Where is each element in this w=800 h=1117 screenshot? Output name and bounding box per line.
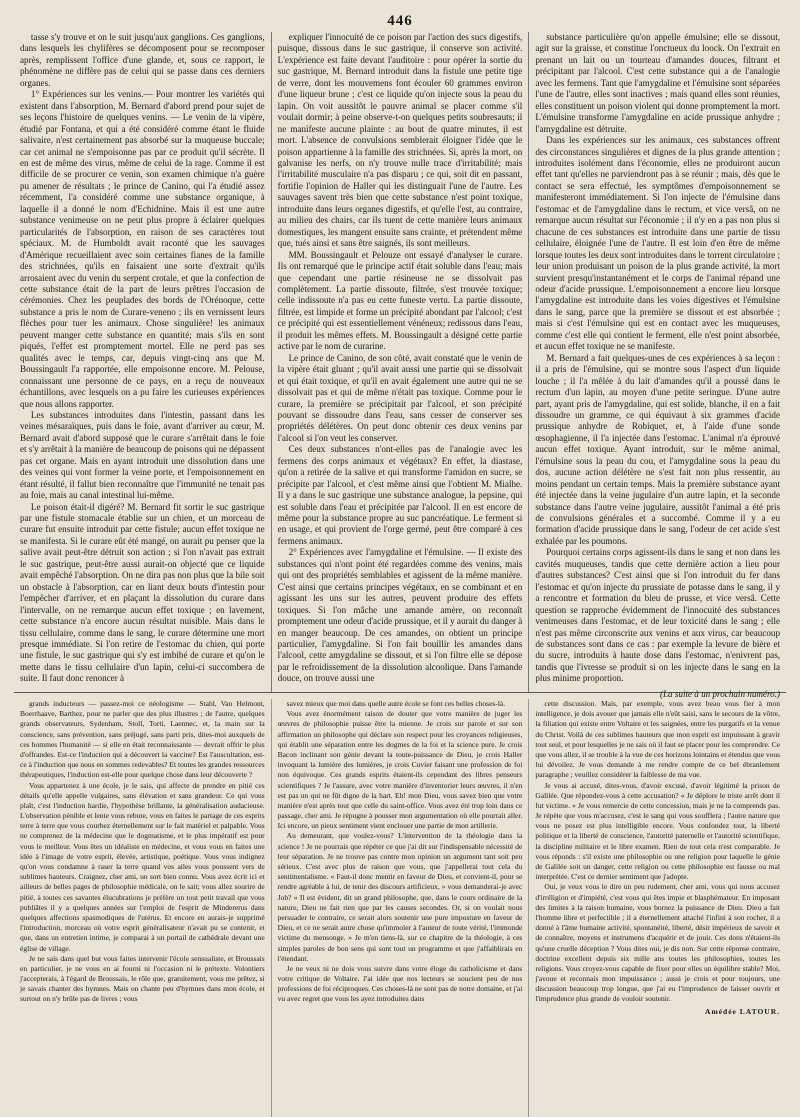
paragraph: Je vous ai accusé, dites-vous, d'avoir excusé, d'avoir légitimé la prison de Galilée. Que répondez-vous à cette accusation? « Je déplore le triste arrêt dont il fut victime. » Je vous remercie de cette concession, mais je ne la comprends pas. Je répète que vous m'accusez, c'est le sang qui vous soufflera ; l'autre nature que vous ne posez est plus intelligible encore. Vous confondez tout, la liberté politique et la liberté de conscience, l'autorité paternelle et l'autorité scientifique, la discipline militaire et le libre examen. Rien de tout cela n'est comparable. Je vous réponds : s'il existe une philosophie ou une religion pour laquelle le génie de Galilée soit un danger, cette religion ou cette philosophie est fausse ou mal interprétée. C'est ce dernier sentiment que j'adopte. bbox=[535, 780, 781, 882]
paragraph: expliquer l'innocuité de ce poison par l'action des sucs digestifs, puisque, dissous dans le suc gastrique, il conserve son activité. L'expérience est faite devant l'auditoire : pour opérer la sortie du suc gastrique, M. Bernard introduit dans la fistule une petite tige de verre, dont les mouvemens font écouler 60 grammes environ d'une liqueur brune ; c'est ce liquide qu'on injecte sous la peau du lapin. On voit aussitôt le pauvre animal se placer comme s'il voulait dormir; à peine observe-t-on quelques petits soubresauts; il ne manifeste aucune plainte : au bout de quatre minutes, il est mort. L'absence de convulsions semblerait éloigner l'idée que le poison appartienne à la famille des strichnées. Si, après la mort, on galvanise les nerfs, on n'y trouve nulle trace d'irritabilité; mais l'irritabilité musculaire n'a pas disparu ; ce qui, soit dit en passant, fortifie l'opinion de Haller qui les distinguait l'une de l'autre. Les sauvages savent très bien que cette substance n'est point toxique, introduite dans leurs organes digestifs, et qu'elle l'est, au contraire, au milieu des chairs, car ils tuent de cette manière leurs animaux domestiques, les mangent ensuite sans crainte, et prétendent même que, tués ainsi et sans être saignés, ils sont meilleurs. bbox=[277, 32, 523, 249]
paragraph: cette discussion. Mais, par exemple, vous avez beau vous fier à mon intelligence, je dois avouer que jamais elle n'eût saisi, sans le secours de la vôtre, la filiation qui existe entre Voltaire et les saignées, entre les purgatifs et la venue du Christ. Voilà de ces sublimes hauteurs que mon esprit est impuissant à gravir tout seul, et pour lesquelles je ne sais où il faut se placer pour les comprendre. Ce que vous allez, il se trouble à la vue de ces horizons lointains et étendus que vous lui dévoilez. Je vous demande à me rendre compte de ce bel ébranlement paragraphe ; veuillez considérer la faiblesse de ma vue. bbox=[535, 699, 781, 780]
paragraph: 1° Expériences sur les venins.— Pour montrer les variétés qui existent dans l'absorption, M. Bernard d'abord prend pour sujet de ses leçons l'histoire de quelques venins. — Le venin de la vipère, étudié par Fontana, et qui a été considéré comme étant le fluide salivaire, n'est certainement pas absorbé sur la muqueuse buccale; car cet animal ne s'empoisonne pas par ce produit qu'il sécrète. Il en est de même des virus, même de celui de la rage. Comme il est difficile de se procurer ce venin, son examen chimique n'a guère pu amener de résultats ; le prince de Canino, qui l'a étudié assez récemment, l'a considéré comme une substance organique, à laquelle il a donné le nom d'Echidnine. Mais il est une autre substance venimeuse on ne peut plus propre à éclairer quelques particularités de l'absorption, en raison de ses caractères tout spéciaux. M. de Humboldt avait raconté que les sauvages d'Amérique recueillaient avec soin certaines fianes de la famille des strichnées, qu'ils en faisaient une sorte d'extrait qu'ils arrosaient avec du venin du serpent crotale, et que la confection de cette substance était de la part de leurs prêtres l'occasion de cérémonies. Chez les peuplades des bords de l'Orénoque, cette substance a pris le nom de Curare-veneno ; ils en vernissent leurs flèches pour tuer les animaux. Chose singulière! les animaux peuvent manger cette substance en quantité; mais s'ils en sont piqués, l'effet est promptement mortel. Elle ne perd pas ses qualités avec le temps, car, depuis vingt-cinq ans que M. Boussingault l'a rapportée, elle empoisonne encore. M. Pelouse, connaissant une personne de ce pays, en a reçu de nouveaux échantillons, avec lesquels on a pu faire les curieuses expériences que nous allons rapporter. bbox=[20, 89, 265, 409]
paragraph: tasse s'y trouve et on le suit jusqu'aux ganglions. Ces ganglions, dans lesquels les chylifères se décomposent pour se recomposer après, remplissent l'office d'une glande, et, sous ce rapport, le phénomène ne diffère pas de celui qui se passe dans ces derniers organes. bbox=[20, 32, 265, 88]
main-column-3 bbox=[528, 32, 786, 699]
paragraph: Le poison était-il digéré? M. Bernard fit sortir le suc gastrique par une fistule stomacale établie sur un chien, et un morceau de curare fut ensuite introduit par cette fistule; aucun effet toxique ne se manifesta. Si le curare eût été mangé, on aurait pu penser que la salive avait peut-être détruit son action ; si l'on n'avait pas extrait le suc gastrique, peut-être aussi aurait-on objecté que ce liquide avait empêché l'absorption. On ne dira pas non plus que la bile soit un obstacle à l'absorption, car en liant deux bouts d'intestin pour l'empêcher d'arriver, et en plaçant la dissolution du curare dans l'intervalle, on ne remarque aucun effet toxique ; en lavement, cette substance n'a encore aucun résultat nuisible. Mais dans le tissu cellulaire, comme dans le sang, le curare détermine une mort presque immédiate. Si l'on retire de l'estomac du chien, qui porte une fistule, le suc gastrique qui s'y est imbibé de curare et qu'on le mette dans le tissu cellulaire d'un lapin, celui-ci succombera de suite. Il faut donc renoncer à bbox=[20, 501, 265, 684]
feuilleton-section bbox=[14, 693, 786, 1117]
main-article bbox=[14, 32, 786, 699]
paragraph: Au demeurant, que voulez-vous? L'intervention de la théologie dans la science ! Je ne pourrais que répéter ce que j'ai dit sur l'indispensable nécessité de leur séparation. Je ne trouve pas contre mon opinion un argument tant soit peu sérieux. C'est avec plus de raison que vous, que j'appellerai tout cela du sentimentalisme. « Faut-il donc mentir en faveur de Dieu, et convient-il, pour se rendre agréable à lui, de tenir des discours artificieux, » vous demanderai-je avec Job? « Il est évident, dit un grand philosophe, que, dans le cours ordinaire de la nature, Dieu ne fait rien que par les causes secondes. Or, si on voulait nous persuader le contraire, ce serait alors soutenir une pure imposture en faveur de Dieu, et ce ne serait autre chose qu'immoler à l'auteur de toute vérité, l'immonde victime du mensonge. » Je m'en tiens-là, sur ce chapitre de la théologie, à ces simples paroles de bon sens qui sont tout un programme et que j'affaiblirais en l'étendant. bbox=[277, 831, 523, 963]
paragraph: Je ne sais dans quel but vous faites intervenir l'école sensualiste, et Broussais en particulier, je ne vous en ai fourni ni l'occasion ni le prétexte. Volontiers j'accepterais, à l'égard de Broussais, le rôle que, gratuitement, vous me prêtez, si je savais chanter des hymnes. Mais on chante peu d'hymnes dans mon école, et surtout on n'y brûle pas de livres ; vous bbox=[20, 953, 265, 1004]
paragraph: Je ne veux ni ne dois vous suivre dans votre éloge du catholicisme et dans votre critique de Voltaire. J'ai idée que nos lecteurs se soucient peu de nos professions de foi réciproques. Ces choses-là ne sont pas de notre domaine, et j'ai vu avec regret que vous les ayez introduites dans bbox=[277, 963, 523, 1004]
main-column-2 bbox=[271, 32, 529, 692]
paragraph: Dans les expériences sur les animaux, ces substances offrent des circonstances singulières et dignes de la plus grande attention ; introduites isolément dans l'économie, elles ne produiront aucun effet tant qu'elles ne parviendront pas à se réunir ; mais, dès que le contact se sera effectué, les symptômes d'empoisonnement se manifesteront immédiatement. Si l'on injecte de l'émulsine dans l'estomac et de l'amygdaline dans le rectum, et vice versâ, on ne remarque aucun résultat sur l'économie ; il n'y en a pas non plus si chacune de ces substances est introduite dans une partie de tissu cellulaire, éloignée l'une de l'autre. Il est loin d'en être de même lorsque toutes les deux sont introduites dans le torrent circulatoire ; leur union produisant un poison de la plus grande activité, la mort survient presqu'instantanément et le corps de l'animal répand une odeur d'acide prussique. L'empoisonnement a encore lieu lorsque l'amygdaline est introduite dans les voies digestives et l'émulsine dans le sang, parce que la première se dissout et est absorbée ; mais si c'est l'émulsine qui est en contact avec les muqueuses, comme c'est elle qui contient le ferment, elle n'est point absorbée, et aucun effet toxique ne se manifeste. bbox=[535, 135, 781, 352]
feuilleton-column-1 bbox=[14, 699, 271, 1117]
author-signature: Amédée LATOUR. bbox=[705, 1006, 781, 1016]
paragraph: 2° Expériences avec l'amygdaline et l'émulsine. — Il existe des substances qui n'ont point été regardées comme des venins, mais qui ont des propriétés semblables et agissent de la même manière. C'est ainsi que certains principes végétaux, en se combinant et en agissant les uns sur les autres, peuvent produire des effets toxiques. Si l'on mâche une amande amère, on reconnaît promptement une odeur d'acide prussique, et il y aurait du danger à en manger beaucoup. De ces amandes, on obtient un principe particulier, l'amygdaline. Si l'on fait bouillir les amandes dans l'alcool, cette amygdaline se dissout, et si l'on filtre elle se dépose par le refroidissement de la dissolution alcoolique. Dans l'amande douce, on trouve aussi une bbox=[277, 547, 523, 684]
paragraph: Oui, je veux vous le dire un peu rudement, cher ami, vous qui nous accusez d'irréligion et d'impiété, c'est vous qui êtes impie et blasphémateur. En imposant des limites à la raison humaine, vous bornez la puissance de Dieu. Dieu a fait l'homme libre et perfectible ; il a éternellement attaché l'infini à son rocher, il a donné à l'âme humaine activité, spontanéité, liberté, désir impérieux de savoir et de connaître, moyens et instrumens d'acquérir et de jouir. Ces dons n'étaient-ils qu'une cruelle déception ? Vous dites oui, je dis non. Sur cette réponse contraire, doctrine excellent depuis six mille ans toutes les philosophies, toutes les religions. Vous croyez-vous capable de fixer pour elles un équilibre stable? Moi, j'avoue et reconnais mon impuissance ; aussi je crois et pour toujours, une discussion beaucoup trop longue, que j'ai eu l'imprudence de laisser ouvrir et l'imprudence plus grande de vouloir soutenir. bbox=[535, 882, 781, 1004]
paragraph: Les substances introduites dans l'intestin, passant dans les veines mésaraïques, puis dans le foie, avant d'arriver au cœur, M. Bernard avait d'abord supposé que le curare s'arrêtait dans le foie et s'y arrêtait à la manière de beaucoup de poisons qui ne dépassent pas cet organe. Mais en ayant introduit une dissolution dans une des veines qui vont former la veine porte, et l'empoisonnement en étant résulté, il fallut bien reconnaître que l'immunité ne tenait pas au foie, mais au canal intestinal lui-même. bbox=[20, 409, 265, 501]
paragraph: MM. Boussingault et Pelouze ont essayé d'analyser le curare. Ils ont remarqué que le principe actif était soluble dans l'eau; mais que cependant une partie résineuse ne se dissolvait pas complètement. La partie dissoute, filtrée, s'est trouvée toxique; celle indissoute n'a pas eu cette funeste vertu. La partie dissoute, filtrée, est limpide et forme un précipité abondant par l'alcool; c'est ce précipité qui est essentiellement vénéneux; redissous dans l'eau, il produit les mêmes effets. M. Boussingault a désigné cette partie active par le nom de curarine. bbox=[277, 249, 523, 352]
paragraph: Le prince de Canino, de son côté, avait constaté que le venin de la vipère était gluant ; qu'il avait aussi une partie qui se dissolvait et qui était toxique, et qu'il en avait également une autre qui ne se dissolvait pas et qui de même n'était pas toxique. Comme pour le curare, la première se précipitait par l'alcool, et son précipité pouvant se dissoudre dans l'eau, sans cesser de conserver ses propriétés délétères. On peut donc obtenir ces deux venins par l'alcool si l'on veut les conserver. bbox=[277, 352, 523, 443]
paragraph: substance particulière qu'on appelle émulsine; elle se dissout, agit sur la graisse, et constitue l'onctueux du loock. On l'extrait en prenant un lait ou un tourteau d'amandes douces, filtrant et précipitant par l'alcool. C'est cette substance qui a de l'analogie avec les fermens. Tant que l'amygdaline et l'émulsine sont séparées l'une de l'autre, elles sont inactives ; mais quand elles sont réunies, elles constituent un poison violent qui donne promptement la mort. L'émulsine transforme l'amygdaline en acide prussique anhydre ; l'amygdaline est détruite. bbox=[535, 32, 781, 134]
continuation-note: (La suite à un prochain numéro.) bbox=[659, 688, 781, 699]
feuilleton-column-2 bbox=[271, 699, 529, 1117]
paragraph: Vous avez énormément raison de douter que votre manière de juger les œuvres de philosophie puisse être la mienne. Je crois sur parole et sur son affirmation un philosophe qui déclare son respect pour les croyances religieuses, qui établit une séparation entre les dogmes de la foi et la science pure. Je crois Bacon inclinant son génie devant la toute-puissance de Dieu, je crois Haller invoquant la lumière des lumières, je crois Cuvier faisant une profession de foi non équivoque. Ces grands esprits étaient-ils cependant des libres penseurs scientifiques ? Je l'assure, avec votre manière d'inventorier leurs œuvres, il n'en est pas un qui ne fût digne de la hart. Eh! mon Dieu, vous savez bien que votre manière n'est après tout que celle du saint-office. Vous avez été trop loin dans ce passage, cher ami. Je répugne à pousser mon argumentation où elle pourrait aller. Ici encore, un pieux sentiment vient enclouer une partie de mon artillerie. bbox=[277, 709, 523, 831]
paragraph: M. Bernard a fait quelques-unes de ces expériences à sa leçon : il a pris de l'émulsine, qui se montre sous l'aspect d'un liquide louche ; il l'a mêlée à du lait d'amandes qu'il a poussé dans le rectum d'un lapin, au moyen d'une petite seringue. D'une autre part, ayant pris de l'amygdaline, qui est solide, blanche, il en a fait dissoudre un gramme, ce qui équivaut à six grammes d'acide prussique anhydre de Robiquet, et, à l'aide d'une sonde œsophagienne, il l'a injectée dans l'estomac. L'animal n'a éprouvé aucun effet toxique. Ayant introduit, sur le même animal, l'émulsine sous la peau du cou, et l'amygdaline sous la peau du dos, aucune action délétère ne s'est fait non plus ressentir, au moins pendant un certain temps. Mais la première substance ayant été injectée dans la veine jugulaire d'un autre lapin, et la seconde substance dans l'autre veine jugulaire, aussitôt l'animal a été pris de convulsions générales et a succombé. Comme il y a eu formation d'acide prussique dans le sang, l'odeur de cet acide s'est exhalée par les poumons. bbox=[535, 352, 781, 546]
paragraph: Ces deux substances n'ont-elles pas de l'analogie avec les fermens des corps animaux et végétaux? En effet, la diastase, qu'on a retirée de la salive et qui transforme l'amidon en sucre, se précipite par l'alcool, et c'est même ainsi que l'obtient M. Mialhe. Il y a dans le suc gastrique une substance analogue, la pepsine, qui est soluble dans l'eau et précipitée par l'alcool. Il en est encore de même pour la substance propre au suc pancréatique. Le ferment si en usage, et qui provient de l'orge germé, peut être comparé à ces fermens animaux. bbox=[277, 444, 523, 546]
paragraph: Pourquoi certains corps agissent-ils dans le sang et non dans les cavités muqueuses, tandis que cette dernière action a lieu pour d'autres substances? C'est ainsi que si l'on introduit du fer dans l'estomac et qu'on injecte du prussiate de potasse dans le sang, il y a rencontre et formation du bleu de prusse, et vice versâ. Cette question se rapproche évidemment de l'innocuité des substances venimeuses dans l'estomac, et de leur toxicité dans le sang ; elle n'est pas même circonscrite aux venins et aux virus, car beaucoup de substances sont dans ce cas : par exemple la levure de bière et du sucre, introduits à haute dose dans l'estomac, n'enivrent pas, tandis que l'ivresse se produit si on les injecte dans le sang en la plus minime proportion. bbox=[535, 547, 781, 684]
paragraph: savez mieux que moi dans quelle autre école se font ces belles choses-là. bbox=[286, 699, 506, 708]
feuilleton-column-3 bbox=[528, 699, 786, 1117]
main-column-1 bbox=[14, 32, 271, 692]
paragraph: grands inducteurs — passez-moi ce néologisme — Stahl, Van Helmont, Boerrhaave, Barthez, pour ne parler que des plus illustres ; de l'autre, quelques grands observateurs, Sydenham, Stoll, Torti, Laennec, et, la main sur la conscience, sans prévention, sans préjugé, sans parti pris, dites-moi auxquels de ces hommes l'humanité — si elle en était reconnaissante — devrait offrir le plus d'offrandes. Est-ce l'induction qui a découvert la vaccine? Est l'auscultation, est-ce à l'induction que nous en sommes redevables? Et toutes les grandes ressources thérapeutiques, l'induction est-elle pour quelque chose dans leur découverte ? bbox=[20, 699, 265, 780]
page-number: 446 bbox=[387, 13, 413, 29]
paragraph: Vous appartenez à une école, je le sais, qui affecte de prendre en pitié ces détails qu'elle appelle vulgaires, sans élévation et sans grandeur. Ce qui vous plaît, c'est l'induction hardie, l'hypothèse brillante, la généralisation audacieuse. L'observation pénible et lente vous rebute, vous en faites le partage de ces esprits terre à terre que vous courbez éternellement sur le fait matériel et palpable. Vous ne comprenez de la médecine que le dogmatisme, et le plus impératif est pour vous le meilleur. Vous êtes un idéaliste en médecine, et vous vous en faites une idée à l'image de votre esprit, élevée, artistique, poétique. Vous vous indignez qu'on vous condamne à raser la terre quand vos ailes vous poussent vers de sublimes hauteurs. Craignez, cher ami, un sort bien connu. Vous avez écrit ici et ailleurs de belles pages de philosophie médicale, on le sait; vous allez sourire de pitié, à toutes ces savantes élucubrations je préfère un tout petit travail que vous publiâtes il y a quelques années sur l'emploi de l'esprit de Mindererus dans quelques affections spasmodiques de l'utérus. Et encore en aurais-je supprimé l'introduction, morceau où votre esprit généralisateur n'avait pu se contenir, et que, dans un entretien intime, je comparai à un portail de cathédrale devant une église de village. bbox=[20, 780, 265, 953]
